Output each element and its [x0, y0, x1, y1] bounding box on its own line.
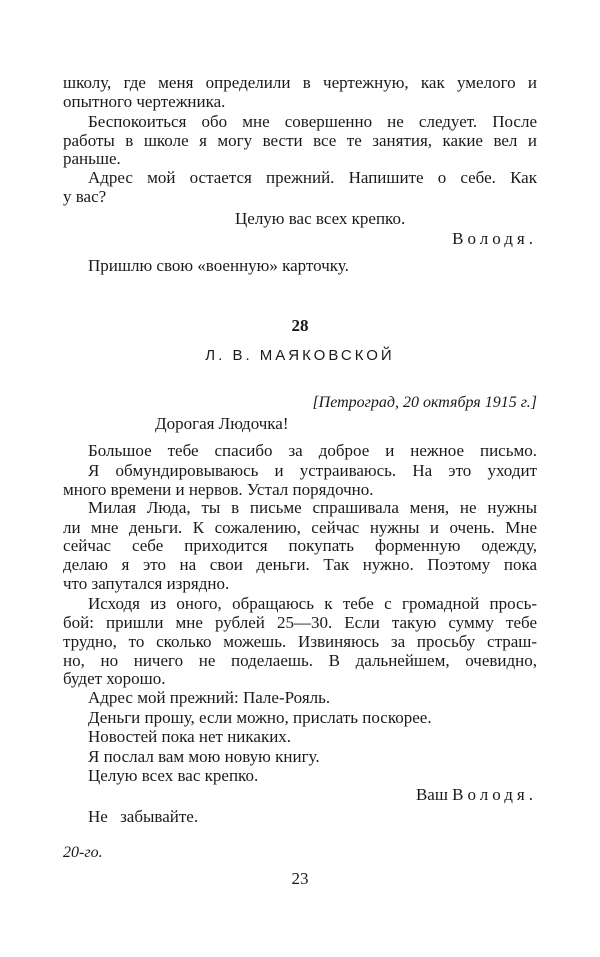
text-line: у вас?: [63, 187, 107, 206]
text-line: сейчас себе приходится покупать форменную одежду,: [63, 536, 537, 555]
text-line: ли мне деньги. К сожалению, сейчас нужны и очень. Мне: [63, 518, 537, 537]
text-line: работы в школе я могу вести все те занятия, какие вел и: [63, 131, 537, 150]
text-line: Беспокоиться обо мне совершенно не следует. После: [88, 112, 537, 131]
text-line: Деньги прошу, если можно, прислать поскорее.: [88, 708, 432, 727]
text-line: раньше.: [63, 149, 121, 168]
text-line: Адрес мой остается прежний. Напишите о себе. Как: [88, 168, 537, 187]
text-line: будет хорошо.: [63, 669, 166, 688]
text-line: Я обмундировываюсь и устраиваюсь. На это уходит: [88, 461, 537, 480]
text-line: Милая Люда, ты в письме спрашивала меня, не нужны: [88, 498, 537, 517]
letter-number: 28: [291, 316, 309, 335]
salutation: Дорогая Людочка!: [155, 414, 289, 433]
text-line: Новостей пока нет никаких.: [88, 727, 292, 746]
text-line: трудно, то сколько можешь. Извиняюсь за просьбу страш-: [63, 632, 537, 651]
text-line: Целую всех вас крепко.: [88, 766, 259, 785]
date-note: 20-го.: [63, 844, 103, 861]
text-line: много времени и нервов. Устал порядочно.: [63, 480, 374, 499]
closing: Целую вас всех крепко.: [235, 209, 406, 228]
text-line: Большое тебе спасибо за доброе и нежное письмо.: [88, 441, 537, 460]
dateline: [Петроград, 20 октября 1915 г.]: [312, 394, 537, 411]
signature-prefix: Ваш: [415, 785, 448, 804]
postscript: Пришлю свою «военную» карточку.: [88, 256, 349, 275]
text-line: но, но ничего не поделаешь. В дальнейшем, очевидно,: [63, 651, 537, 670]
text-line: Исходя из оного, обращаюсь к тебе с громадной прось-: [88, 594, 537, 613]
text-line: опытного чертежника.: [63, 92, 226, 111]
text-line: бой: пришли мне рублей 25—30. Если такую сумму тебе: [63, 613, 537, 632]
signature: Володя.: [452, 785, 537, 804]
signature-line: [63, 785, 537, 804]
text-line: делаю я это на свои деньги. Так нужно. Поэтому пока: [63, 555, 537, 574]
text-line: Я послал вам мою новую книгу.: [88, 747, 320, 766]
page-number: 23: [291, 869, 309, 888]
signature: Володя.: [452, 229, 537, 248]
text-line: школу, где меня определили в чертежную, как умелого и: [63, 73, 537, 92]
text-line: что запутался изрядно.: [63, 574, 230, 593]
postscript: Не забывайте.: [88, 807, 199, 826]
addressee-heading: Л. В. МАЯКОВСКОЙ: [205, 347, 395, 364]
text-line: Адрес мой прежний: Пале-Рояль.: [88, 688, 331, 707]
